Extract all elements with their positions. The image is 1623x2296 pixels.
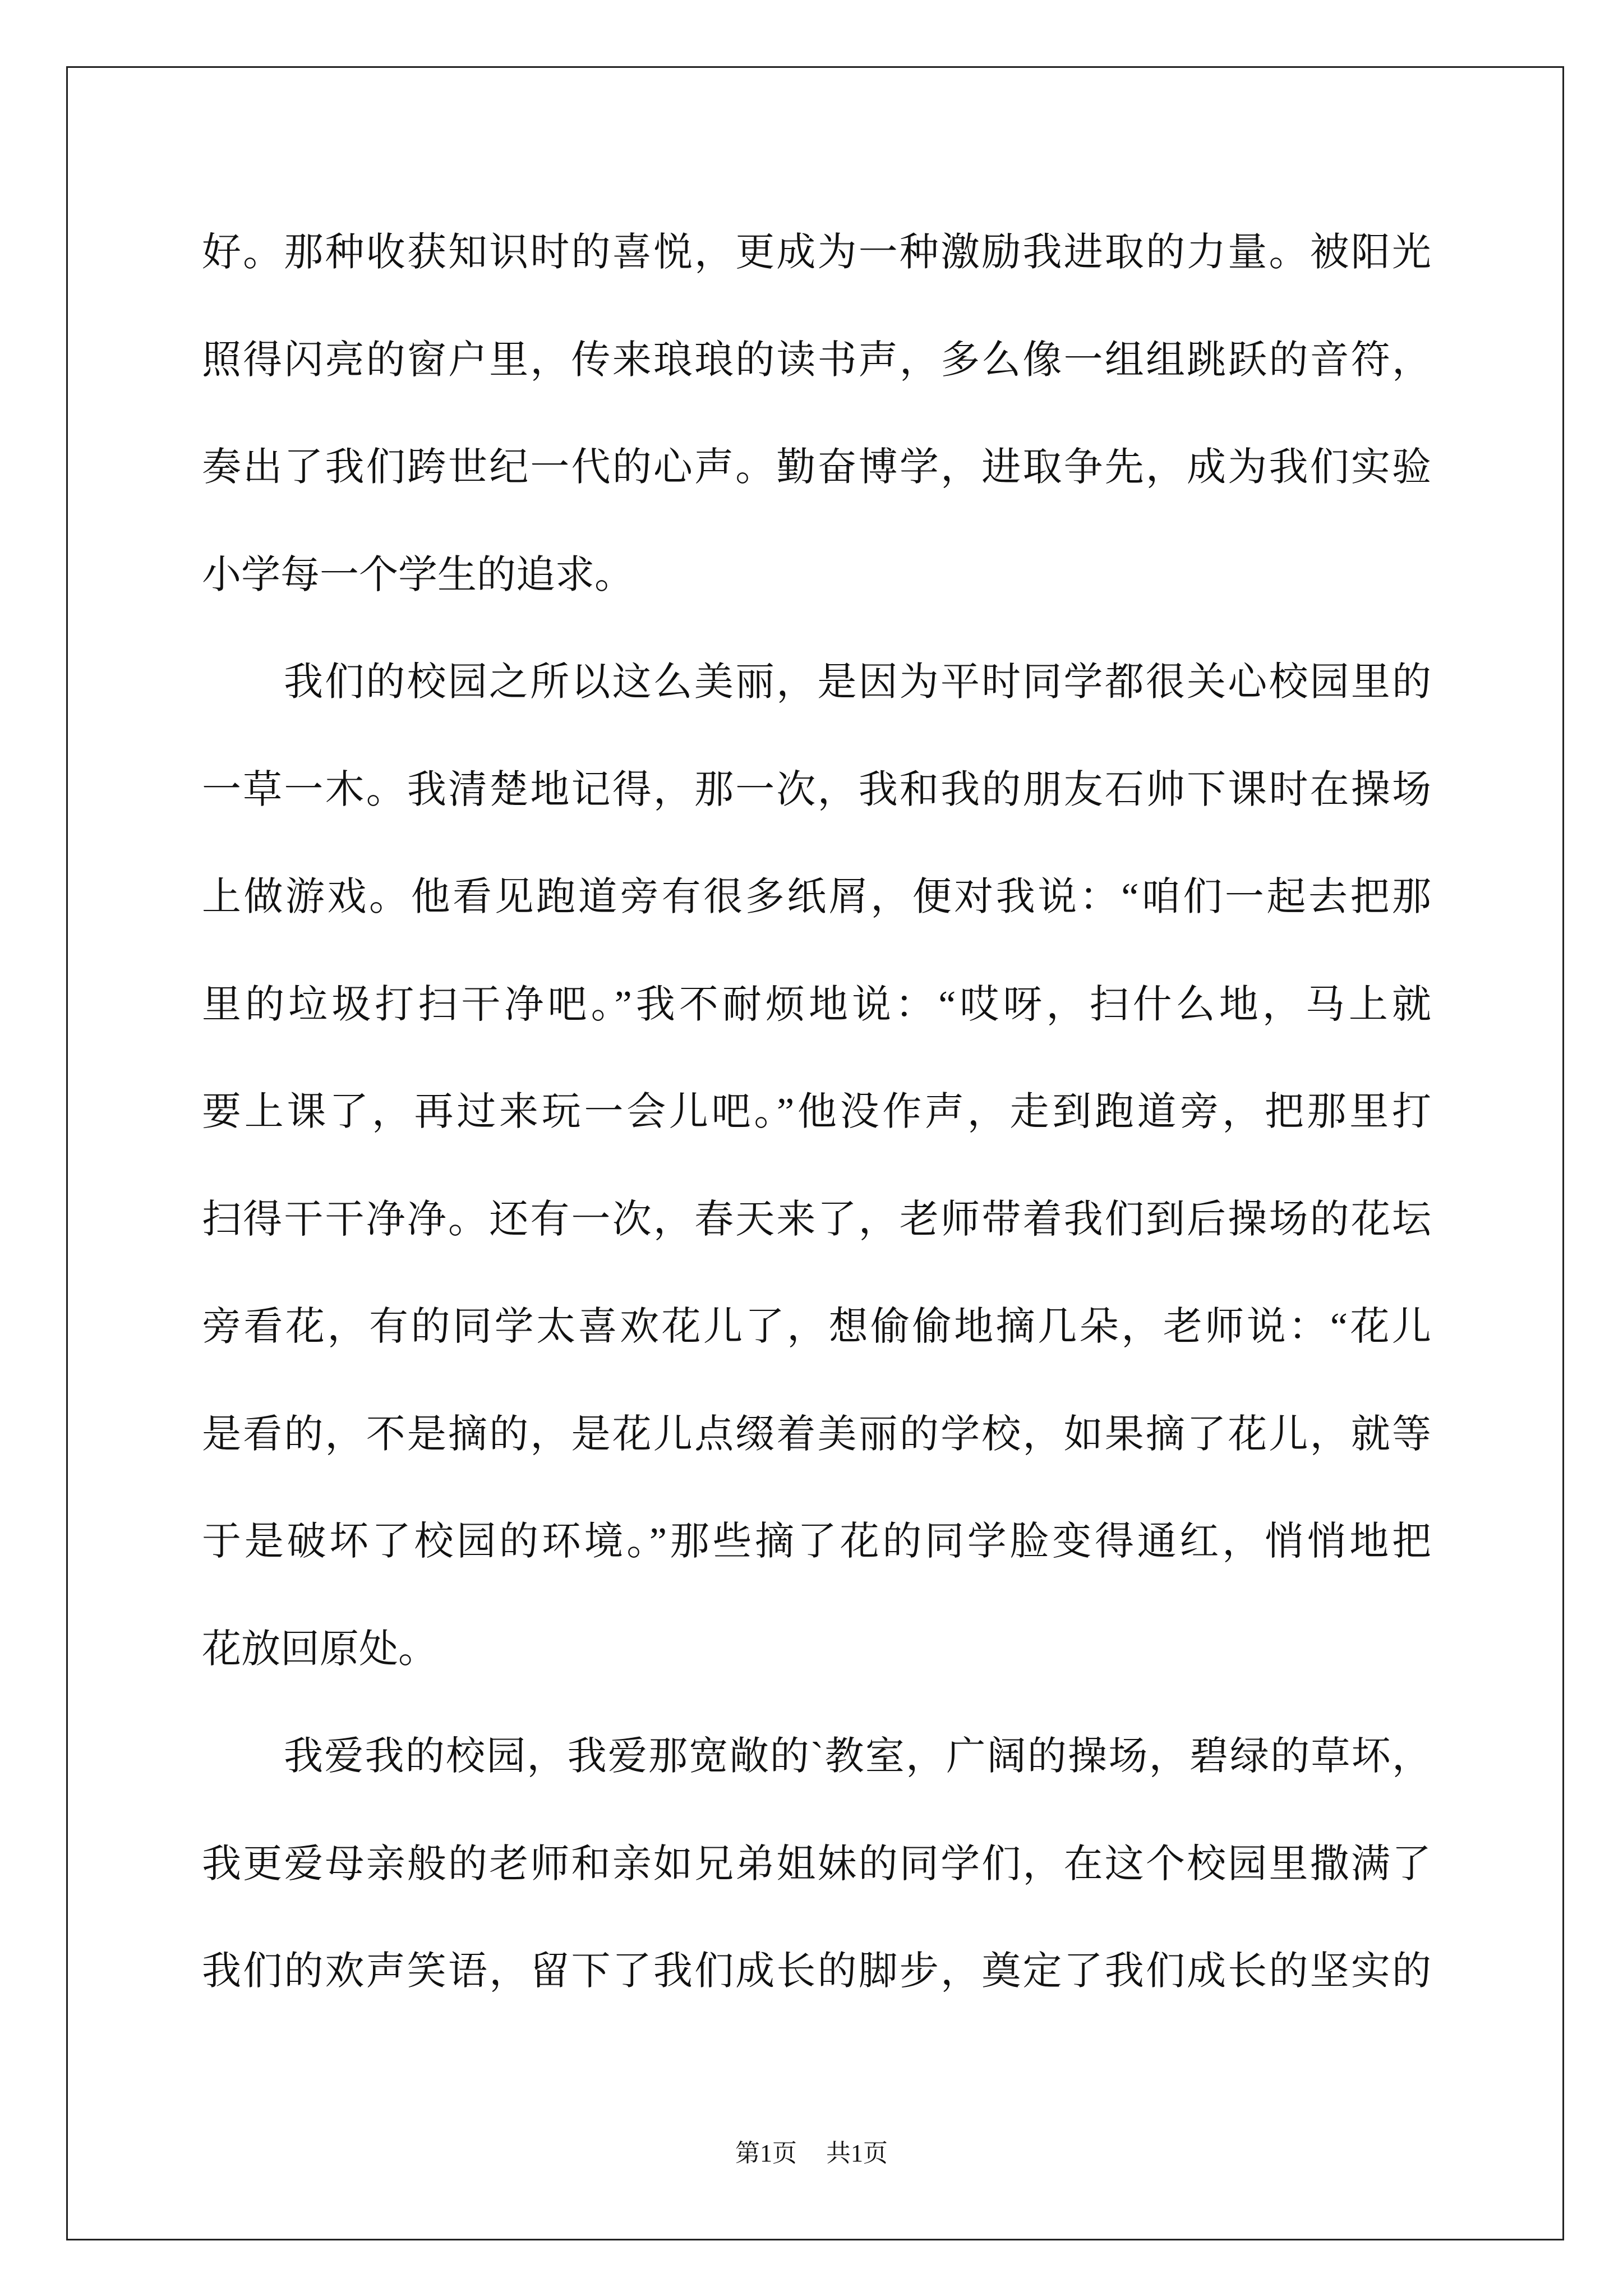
document-body: [202, 199, 1431, 2026]
text-line: 扫得干干净净。还有一次，春天来了，老师带着我们到后操场的花坛: [202, 1198, 1431, 1241]
text-line: 要上课了，再过来玩一会儿吧。”他没作声，走到跑道旁，把那里打: [202, 1091, 1431, 1134]
text-line: 我们的欢声笑语，留下了我们成长的脚步，奠定了我们成长的坚实的: [202, 1950, 1431, 1993]
text-line: 是看的，不是摘的，是花儿点缀着美丽的学校，如果摘了花儿，就等: [202, 1412, 1431, 1456]
paragraph: [202, 1703, 1431, 2026]
text-line: 花放回原处。: [202, 1627, 437, 1671]
text-line: 小学每一个学生的追求。: [202, 553, 634, 597]
text-line: 我爱我的校园，我爱那宽敞的`教室，广阔的操场，碧绿的草坏，: [284, 1735, 1431, 1778]
text-line: 好。那种收获知识时的喜悦，更成为一种激励我进取的力量。被阳光: [202, 231, 1431, 274]
paragraph: [202, 629, 1431, 1703]
page-number: 第1页: [735, 2139, 797, 2167]
text-line: 一草一木。我清楚地记得，那一次，我和我的朋友石帅下课时在操场: [202, 768, 1431, 812]
text-line: 我们的校园之所以这么美丽，是因为平时同学都很关心校园里的: [284, 661, 1431, 704]
text-line: 里的垃圾打扫干净吧。”我不耐烦地说：“哎呀，扫什么地，马上就: [202, 983, 1431, 1027]
text-line: 我更爱母亲般的老师和亲如兄弟姐妹的同学们，在这个校园里撒满了: [202, 1842, 1431, 1886]
text-line: 旁看花，有的同学太喜欢花儿了，想偷偷地摘几朵，老师说：“花儿: [202, 1305, 1431, 1349]
page-footer: [0, 2138, 1623, 2169]
text-line: 奏出了我们跨世纪一代的心声。勤奋博学，进取争先，成为我们实验: [202, 446, 1431, 489]
paragraph: [202, 199, 1431, 629]
page-total: 共1页: [826, 2139, 888, 2167]
text-line: 于是破坏了校园的环境。”那些摘了花的同学脸变得通红，悄悄地把: [202, 1520, 1431, 1563]
text-line: 照得闪亮的窗户里，传来琅琅的读书声，多么像一组组跳跃的音符，: [202, 338, 1431, 382]
text-line: 上做游戏。他看见跑道旁有很多纸屑，便对我说：“咱们一起去把那: [202, 876, 1431, 919]
